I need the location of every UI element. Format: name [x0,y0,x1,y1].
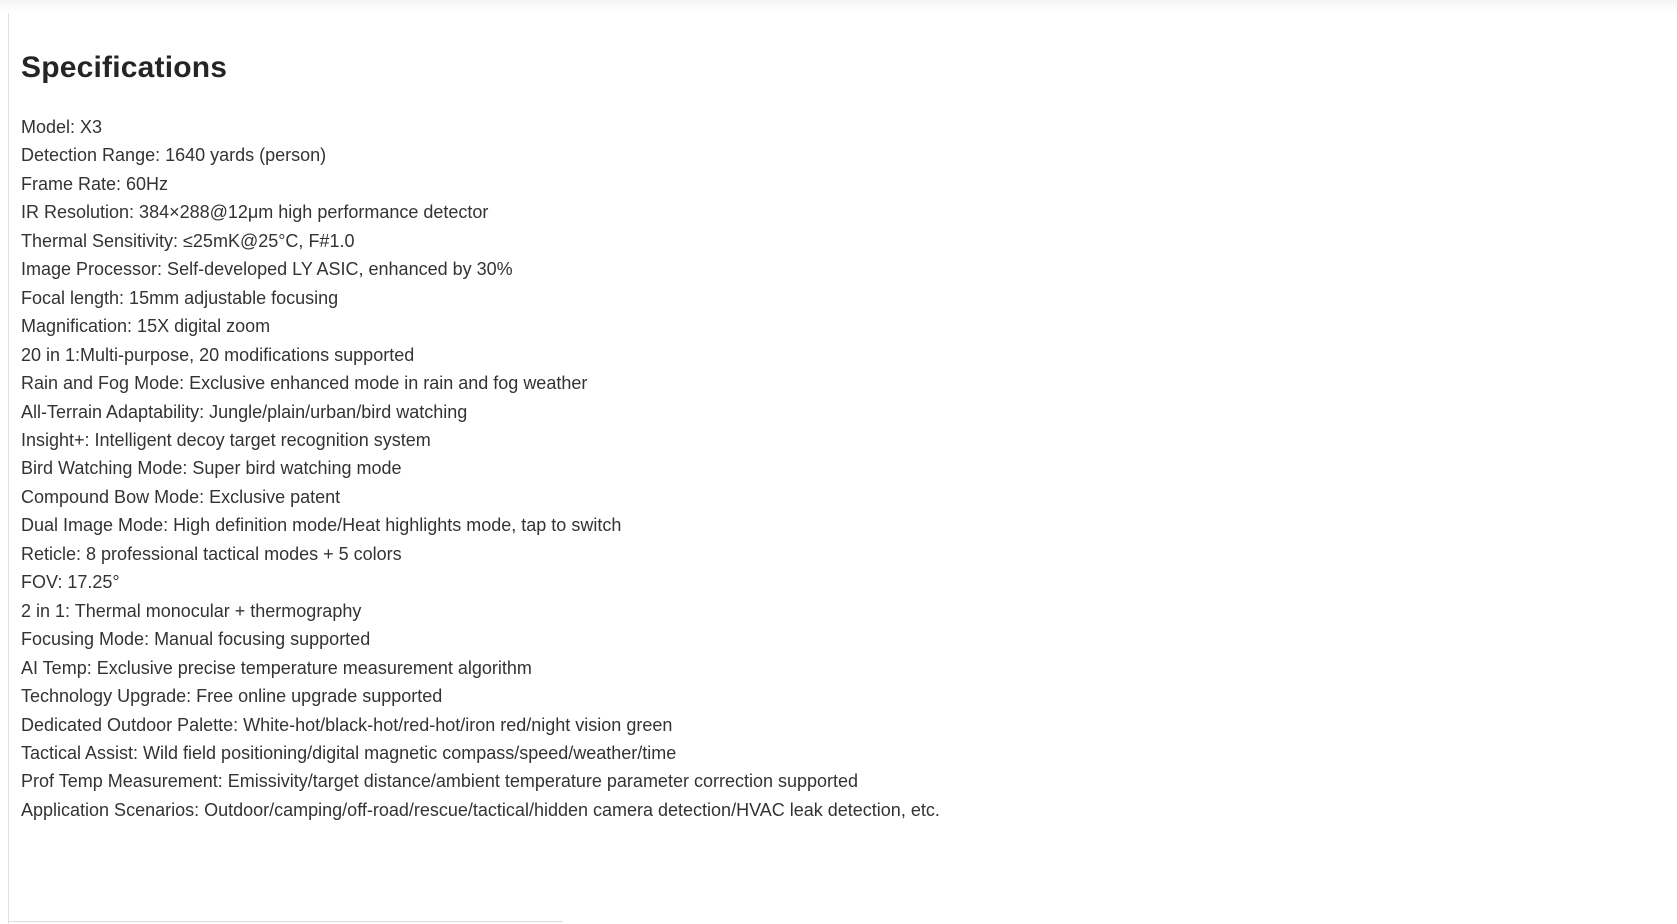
next-section-divider [8,921,563,922]
spec-line: Compound Bow Mode: Exclusive patent [21,486,341,507]
specifications-section [8,8,1677,924]
spec-line: Reticle: 8 professional tactical modes + 5 colors [21,543,402,564]
spec-line: Prof Temp Measurement: Emissivity/target distance/ambient temperature parameter correction supported [21,771,859,792]
spec-line: Focal length: 15mm adjustable focusing [21,287,339,308]
spec-line: Dedicated Outdoor Palette: White-hot/black-hot/red-hot/iron red/night vision green [21,714,673,735]
spec-line: Detection Range: 1640 yards (person) [21,145,327,166]
spec-line: Thermal Sensitivity: ≤25mK@25°C, F#1.0 [21,230,355,251]
spec-line: 2 in 1: Thermal monocular + thermography [21,600,362,621]
spec-line: IR Resolution: 384×288@12μm high performance detector [21,202,489,223]
spec-line: All-Terrain Adaptability: Jungle/plain/urban/bird watching [21,401,468,422]
spec-line: Tactical Assist: Wild field positioning/digital magnetic compass/speed/weather/time [21,742,677,763]
spec-line: Model: X3 [21,117,103,137]
spec-line: Image Processor: Self-developed LY ASIC, enhanced by 30% [21,259,513,280]
spec-line: Frame Rate: 60Hz [21,173,169,194]
spec-line: AI Temp: Exclusive precise temperature measurement algorithm [21,657,532,678]
section-title: Specifications [21,51,228,84]
spec-line: FOV: 17.25° [21,572,120,593]
spec-line: Application Scenarios: Outdoor/camping/off-road/rescue/tactical/hidden camera detection/HVAC leak detection, etc. [21,799,940,820]
spec-line: Technology Upgrade: Free online upgrade supported [21,686,443,707]
spec-line: Insight+: Intelligent decoy target recognition system [21,429,431,450]
spec-line: Focusing Mode: Manual focusing supported [21,629,371,650]
spec-line: Bird Watching Mode: Super bird watching mode [21,458,402,479]
spec-line: Magnification: 15X digital zoom [21,316,271,337]
spec-list [21,113,1677,824]
spec-line: Rain and Fog Mode: Exclusive enhanced mode in rain and fog weather [21,373,588,394]
spec-line: 20 in 1:Multi-purpose, 20 modifications supported [21,344,415,365]
page-top-gutter [0,0,1677,13]
spec-line: Dual Image Mode: High definition mode/Heat highlights mode, tap to switch [21,515,622,536]
